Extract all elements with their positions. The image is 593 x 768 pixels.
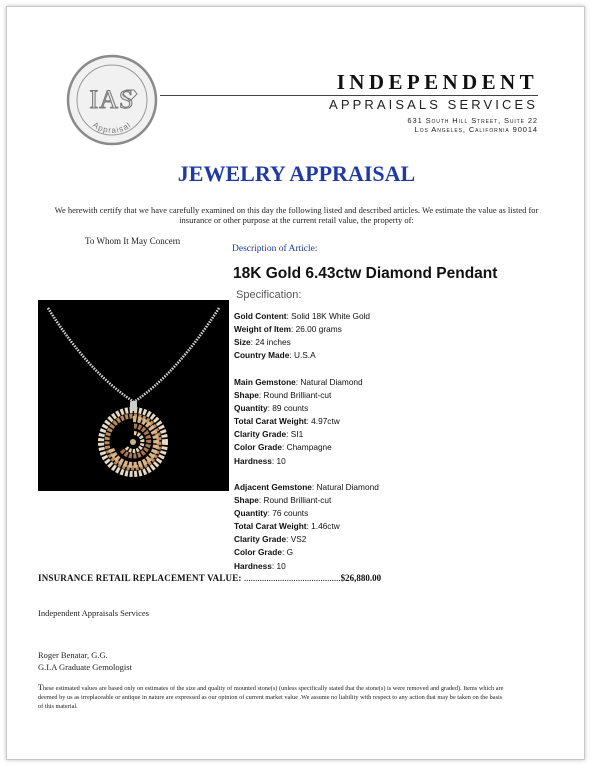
spec-line: Hardness: 10 xyxy=(234,455,286,466)
svg-text:Appraisal: Appraisal xyxy=(91,120,133,135)
spec-line: Adjacent Gemstone: Natural Diamond xyxy=(234,482,379,492)
diamond-pendant-image xyxy=(38,300,229,491)
spec-group-adjacent-gemstone xyxy=(234,481,379,573)
insurance-value-amount: $26,880.00 xyxy=(340,573,382,583)
document-title: JEWELRY APPRAISAL xyxy=(177,161,416,186)
company-subtitle: APPRAISALS SERVICES xyxy=(329,97,538,112)
insurance-value-line xyxy=(38,573,381,583)
spec-line: Clarity Grade: SI1 xyxy=(234,429,304,440)
signer-title: G.I.A Graduate Gemologist xyxy=(38,662,132,672)
spec-line: Color Grade: Champagne xyxy=(234,442,332,453)
spec-line: Quantity: 76 counts xyxy=(234,508,309,519)
spec-line: Main Gemstone: Natural Diamond xyxy=(234,377,363,387)
certification-line-1: We herewith certify that we have carefully examined on this day the following listed and described articles. We estimate the value as listed for xyxy=(54,205,539,215)
svg-text:IAS: IAS xyxy=(89,85,135,114)
company-name: INDEPENDENT xyxy=(336,70,538,94)
certification-line-2: insurance or other purpose at the current retail value, the property of: xyxy=(179,215,414,225)
spec-line: Gold Content: Solid 18K White Gold xyxy=(234,311,371,321)
insurance-value-dots: ........................................... xyxy=(243,573,341,583)
disclaimer xyxy=(38,683,508,711)
spec-line: Shape: Round Brilliant-cut xyxy=(234,495,332,506)
spec-line: Shape: Round Brilliant-cut xyxy=(234,390,332,401)
spec-line: Quantity: 89 counts xyxy=(234,403,309,414)
spec-group-main-gemstone xyxy=(234,376,363,468)
disclaimer-initial: T xyxy=(38,683,43,692)
spec-line: Hardness: 10 xyxy=(234,560,286,571)
signer-company: Independent Appraisals Services xyxy=(38,608,149,618)
spec-line: Total Carat Weight: 4.97ctw xyxy=(234,416,340,427)
spec-line: Weight of Item: 26.00 grams xyxy=(234,324,342,335)
spec-line: Country Made: U.S.A xyxy=(234,350,316,361)
item-title: 18K Gold 6.43ctw Diamond Pendant xyxy=(233,265,498,282)
address-line-1: 631 South Hill Street, Suite 22 xyxy=(407,116,538,125)
specification-label: Specification: xyxy=(236,289,302,301)
certification-text xyxy=(40,205,553,225)
header-divider xyxy=(160,95,538,96)
description-label: Description of Article: xyxy=(232,244,318,254)
spec-line: Color Grade: G xyxy=(234,547,294,558)
spec-group-general xyxy=(234,310,370,362)
pendant-photo xyxy=(38,300,229,491)
ias-logo xyxy=(66,54,158,146)
disclaimer-text: hese estimated values are based only on estimates of the size and quality of mounted stone(s) (unless specifically stated that the stone(s) is were removed and graded). Items which are deemed by us as irreplaceable or antique in nature are expressed as our opinion of current market value .We assume no liability with respect to any action that may be taken on the basis of this material. xyxy=(38,685,504,710)
signer-name: Roger Benatar, G.G. xyxy=(38,650,108,660)
recipient: To Whom It May Concern xyxy=(85,236,181,246)
spec-line: Size: 24 inches xyxy=(234,337,291,348)
insurance-value-label: INSURANCE RETAIL REPLACEMENT VALUE: xyxy=(38,573,242,583)
spec-line: Clarity Grade: VS2 xyxy=(234,534,307,545)
address-line-2: Los Angeles, California 90014 xyxy=(414,125,538,134)
spec-line: Total Carat Weight: 1.46ctw xyxy=(234,521,340,532)
